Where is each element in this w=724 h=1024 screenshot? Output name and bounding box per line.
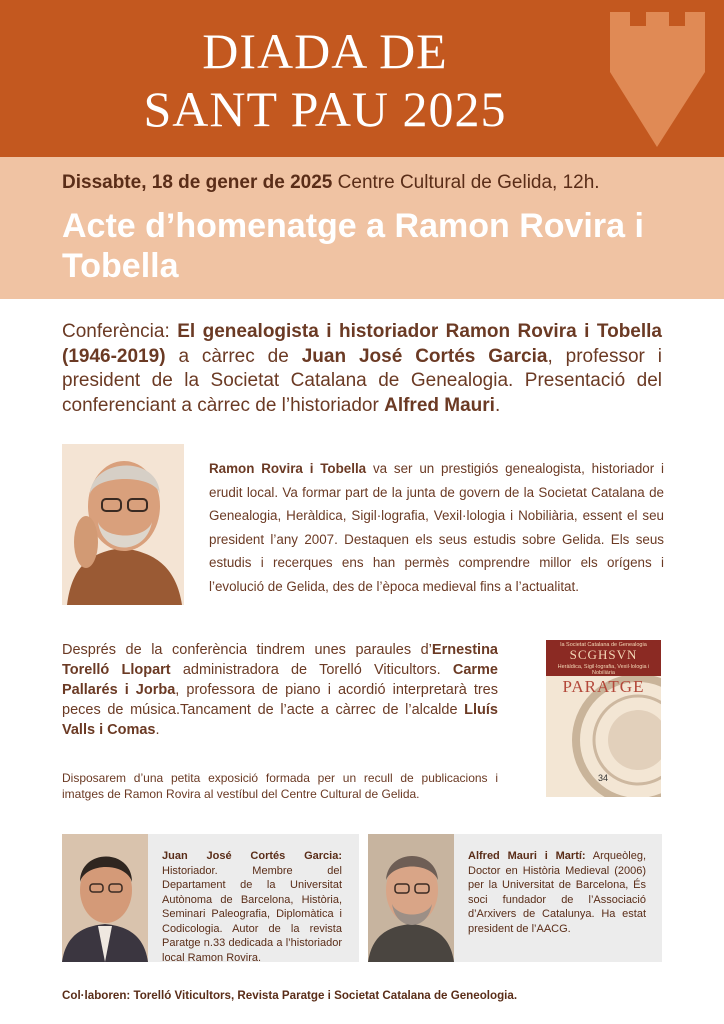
speaker-text-mauri: Arqueòleg, Doctor en Història Medieval (2006) per la Universitat de Barcelona, És soci fundador de l’Associació d’Arxivers de Catalunya. Ha estat president de l’AACG. xyxy=(468,850,646,935)
bio-text: va ser un prestigiós genealogista, historiador i erudit local. Va formar part de la junta de govern de la Societat Catalana de Genealogia, Heràldica, Sigil·lografia, Vexil·lologia i Nobiliària, essent el seu president l’any 2007. Destaquen els seus estudis sobre Gelida. Els seus estudis i recerques ens han permès comprendre millor els orígens i l’evolució de Gelida, des de l’època medieval fins a l’actualitat. xyxy=(209,461,664,594)
speaker-card-cortes xyxy=(62,834,359,962)
event-date: Dissabte, 18 de gener de 2025 xyxy=(62,172,333,193)
conference-rest: , professor i president de la Societat Catalana de Genealogia. Presentació del conferenciant a càrrec de l’historiador xyxy=(62,345,662,416)
conference-presenter: Alfred Mauri xyxy=(384,394,495,416)
speaker-bio-cortes xyxy=(162,849,342,965)
speaker-name-cortes: Juan José Cortés Garcia: xyxy=(162,850,342,862)
after-text-2: administradora de Torelló Viticultors. xyxy=(170,662,453,678)
header-banner xyxy=(0,0,724,157)
speaker-bio-mauri xyxy=(468,849,646,936)
after-text-4: . xyxy=(155,722,160,738)
journal-title: PARATGE xyxy=(562,677,645,696)
conference-topic: El genealogista i historiador Ramon Rovira i Tobella (1946-2019) xyxy=(62,321,662,367)
event-place-time: Centre Cultural de Gelida, 12h. xyxy=(337,172,600,193)
journal-acronym: SCGHSVN xyxy=(569,647,638,662)
conference-paragraph xyxy=(62,320,662,418)
conference-end: . xyxy=(494,394,501,416)
journal-number: 34 xyxy=(598,773,609,783)
bio-name: Ramon Rovira i Tobella xyxy=(209,461,367,476)
portrait-mauri xyxy=(368,834,454,962)
title-line-1: DIADA DE xyxy=(202,23,448,79)
after-text-3: , professora de piano i acordió interpretarà tres peces de música.Tancament de l’acte a càrrec de l’alcalde xyxy=(62,682,498,718)
journal-header xyxy=(546,640,661,676)
portrait-cortes xyxy=(62,834,148,962)
portrait-ramon-rovira xyxy=(62,444,184,605)
event-date-line xyxy=(62,172,600,194)
event-subtitle: Acte d’homenatge a Ramon Rovira i Tobella xyxy=(62,207,644,285)
speaker-name-mauri: Alfred Mauri i Martí: xyxy=(468,850,586,862)
after-name-3: Lluís Valls i Comas xyxy=(62,702,498,738)
after-text-1: Després de la conferència tindrem unes paraules d’ xyxy=(62,642,432,658)
journal-tagline: Heràldica, Sigil·lografia, Vexil·lologia i Nobiliària xyxy=(557,664,650,676)
journal-small: la Societat Catalana de Genealogia xyxy=(560,642,647,648)
after-name-1: Ernestina Torelló Llopart xyxy=(62,642,498,678)
speaker-card-mauri xyxy=(368,834,662,962)
page-title xyxy=(60,22,590,138)
conference-by: a càrrec de xyxy=(165,345,302,367)
speaker-text-cortes: Historiador. Membre del Departament de la Universitat Autònoma de Barcelona, Història, Seminari Paleografia, Diplomàtica i Codicologia. Autor de la revista Paratge n.33 dedicada a l’historiador local Ramon Rovira. xyxy=(162,864,342,964)
conference-lead: Conferència: xyxy=(62,321,178,342)
after-conference-paragraph xyxy=(62,640,498,740)
castle-tower-icon xyxy=(610,12,705,147)
exhibition-note: Disposarem d’una petita exposició formada per un recull de publicacions i imatges de Ramon Rovira al vestíbul del Centre Cultural de Gelida. xyxy=(62,771,498,801)
title-line-2: SANT PAU 2025 xyxy=(143,81,507,137)
journal-cover-paratge xyxy=(546,640,661,797)
bio-paragraph xyxy=(209,457,664,598)
after-name-2: Carme Pallarés i Jorba xyxy=(62,662,498,698)
conference-speaker: Juan José Cortés Garcia xyxy=(301,345,548,367)
collaborators-line: Col·laboren: Torelló Viticultors, Revista Paratge i Societat Catalana de Geneologia. xyxy=(62,989,518,1002)
